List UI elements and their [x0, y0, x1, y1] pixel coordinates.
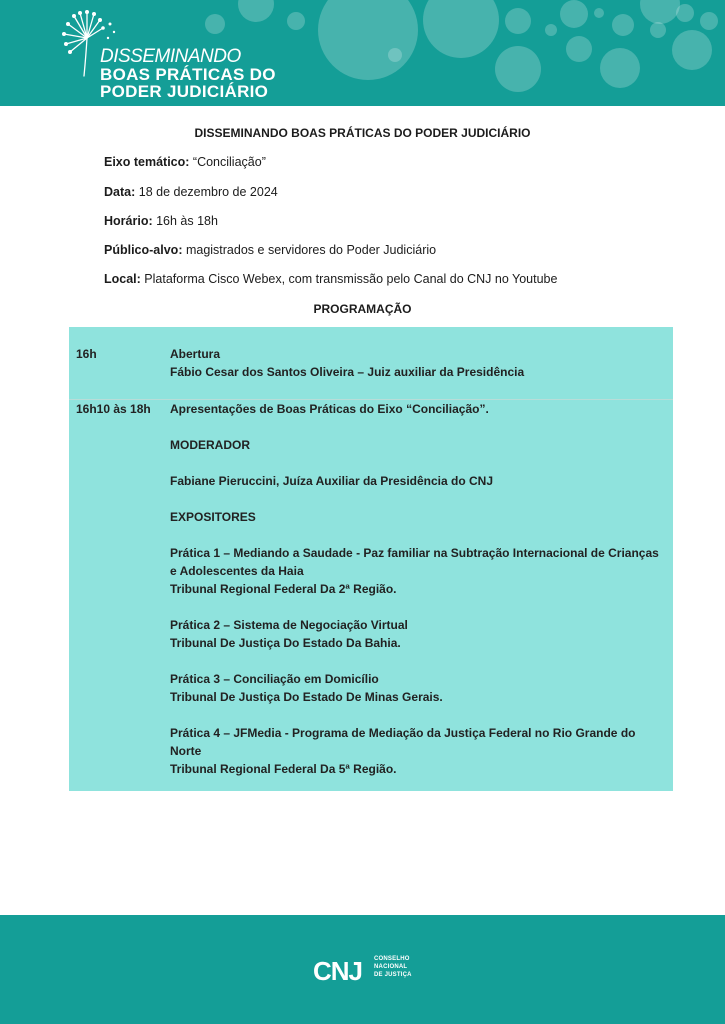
info-value: 18 de dezembro de 2024	[135, 185, 278, 199]
decorative-bubble	[560, 0, 588, 28]
info-label: Eixo temático:	[104, 155, 190, 169]
info-value: Plataforma Cisco Webex, com transmissão pelo Canal do CNJ no Youtube	[140, 272, 558, 286]
decorative-bubble	[318, 0, 418, 80]
program-title: PROGRAMAÇÃO	[313, 302, 412, 316]
decorative-bubble	[672, 30, 712, 70]
practice-court: Tribunal De Justiça Do Estado De Minas Gerais.	[170, 690, 443, 704]
session-speaker: Fábio Cesar dos Santos Oliveira – Juiz auxiliar da Presidência	[170, 365, 525, 379]
schedule-time: 16h	[76, 347, 97, 361]
practice-court: Tribunal De Justiça Do Estado Da Bahia.	[170, 636, 401, 650]
decorative-bubble	[600, 48, 640, 88]
decorative-bubble	[594, 8, 604, 18]
cnj-logo-text	[374, 955, 412, 979]
session-intro: Apresentações de Boas Práticas do Eixo “Conciliação”.	[170, 402, 489, 416]
practice-court: Tribunal Regional Federal Da 2ª Região.	[170, 582, 397, 596]
cnj-text-line: NACIONAL	[374, 964, 408, 970]
cnj-logo-icon	[313, 955, 371, 985]
decorative-bubble	[287, 12, 305, 30]
speakers-heading: EXPOSITORES	[170, 510, 256, 524]
practice-court: Tribunal Regional Federal Da 5ª Região.	[170, 762, 397, 776]
session-title: Abertura	[170, 347, 221, 361]
decorative-bubble	[640, 0, 680, 24]
schedule-description	[170, 400, 666, 778]
schedule-description	[170, 345, 666, 381]
document-title: DISSEMINANDO BOAS PRÁTICAS DO PODER JUDICIÁRIO	[194, 126, 531, 140]
cnj-text-line: CONSELHO	[374, 956, 410, 962]
decorative-bubble	[495, 46, 541, 92]
info-row-date	[104, 185, 278, 199]
info-label: Público-alvo:	[104, 243, 183, 257]
schedule-table	[69, 327, 673, 791]
info-row-audience	[104, 243, 436, 257]
info-row-location	[104, 272, 557, 286]
logo-text-boas-praticas: BOAS PRÁTICAS DO	[100, 65, 276, 84]
decorative-bubble	[676, 4, 694, 22]
info-label: Horário:	[104, 214, 153, 228]
practice-title: Prática 3 – Conciliação em Domicílio	[170, 672, 379, 686]
decorative-bubble	[566, 36, 592, 62]
schedule-row-opening	[69, 327, 673, 400]
cnj-text-line: DE JUSTIÇA	[374, 972, 412, 978]
decorative-bubble	[545, 24, 557, 36]
logo-text-poder-judiciario: PODER JUDICIÁRIO	[100, 82, 269, 101]
schedule-time: 16h10 às 18h	[76, 402, 151, 416]
decorative-bubble	[423, 0, 499, 58]
info-row-time	[104, 214, 218, 228]
decorative-bubble	[650, 22, 666, 38]
info-value: “Conciliação”	[189, 155, 266, 169]
decorative-bubble	[612, 14, 634, 36]
info-value: magistrados e servidores do Poder Judiciário	[182, 243, 437, 257]
logo-text-disseminando: DISSEMINANDO	[100, 46, 241, 67]
decorative-bubble	[388, 48, 402, 62]
decorative-bubble	[700, 12, 718, 30]
moderator-name: Fabiane Pieruccini, Juíza Auxiliar da Presidência do CNJ	[170, 474, 493, 488]
header-banner	[0, 0, 725, 106]
practice-title: Prática 1 – Mediando a Saudade - Paz familiar na Subtração Internacional de Crianças e Adolescentes da Haia	[170, 546, 659, 578]
info-value: 16h às 18h	[152, 214, 218, 228]
practice-title: Prática 4 – JFMedia - Programa de Mediação da Justiça Federal no Rio Grande do Norte	[170, 726, 636, 758]
practice-title: Prática 2 – Sistema de Negociação Virtual	[170, 618, 408, 632]
cnj-logo-mark: CNJ	[313, 956, 363, 985]
decorative-bubble	[505, 8, 531, 34]
info-label: Local:	[104, 272, 141, 286]
moderator-heading: MODERADOR	[170, 438, 250, 452]
info-row-theme	[104, 155, 266, 169]
event-logo	[56, 10, 286, 102]
info-label: Data:	[104, 185, 136, 199]
